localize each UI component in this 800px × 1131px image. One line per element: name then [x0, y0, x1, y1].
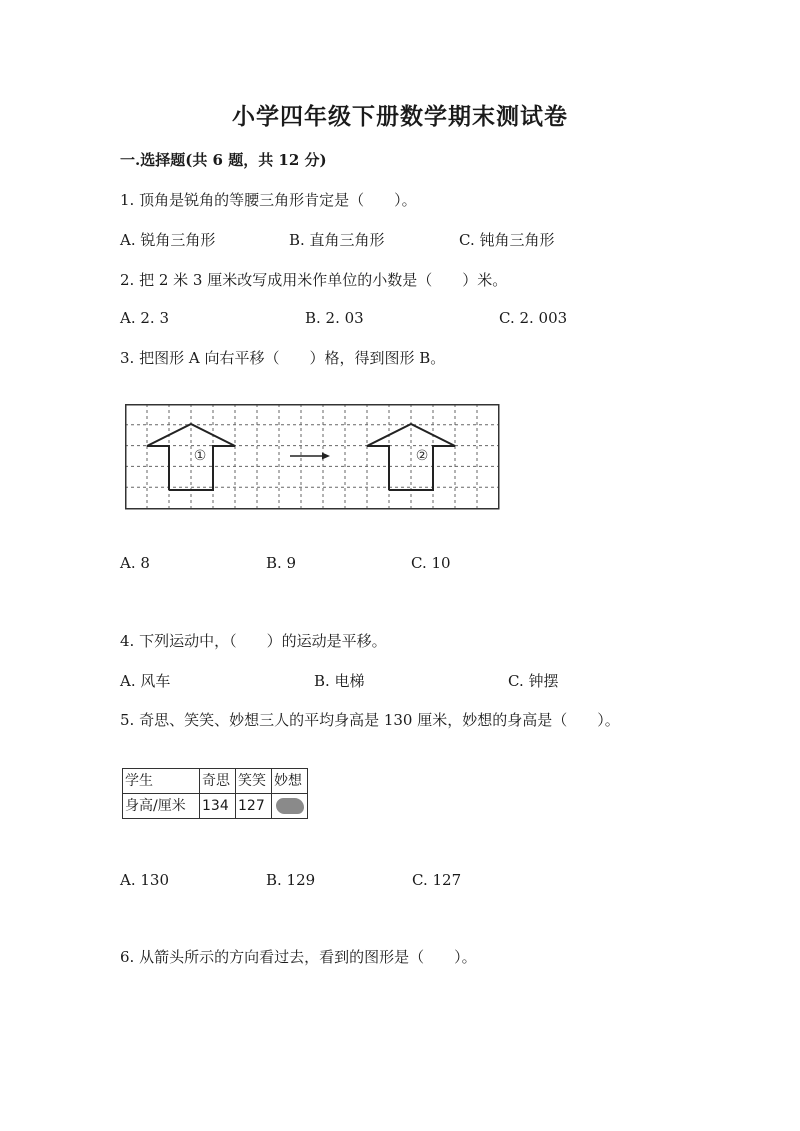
q3-option-c: C. 10	[411, 554, 451, 572]
question-4: 4. 下列运动中，（ ）的运动是平移。	[120, 632, 387, 650]
table-cell: 134	[200, 794, 236, 819]
q2-option-a: A. 2. 3	[120, 309, 169, 327]
table-header-cell: 学生	[123, 769, 200, 794]
table-cell-hidden	[272, 794, 308, 819]
question-3: 3. 把图形 A 向右平移（ ）格，得到图形 B。	[120, 349, 446, 367]
translation-grid-figure	[125, 404, 503, 512]
q3-option-b: B. 9	[266, 554, 297, 572]
question-1: 1. 顶角是锐角的等腰三角形肯定是（ ）。	[120, 191, 417, 209]
section-heading: 一.选择题(共 6 题，共 12 分)	[120, 151, 327, 169]
height-table	[122, 768, 308, 819]
q1-option-c: C. 钝角三角形	[459, 231, 555, 249]
shape-b-label: ②	[415, 448, 429, 464]
q5-option-c: C. 127	[412, 871, 462, 889]
question-6: 6. 从箭头所示的方向看过去，看到的图形是（ ）。	[120, 948, 477, 966]
q4-option-c: C. 钟摆	[508, 672, 559, 690]
table-header-row	[123, 769, 308, 794]
q4-option-a: A. 风车	[120, 672, 171, 690]
table-row	[123, 794, 308, 819]
q1-option-a: A. 锐角三角形	[120, 231, 216, 249]
question-2: 2. 把 2 米 3 厘米改写成用米作单位的小数是（ ）米。	[120, 271, 508, 289]
page-title: 小学四年级下册数学期末测试卷	[232, 103, 568, 130]
q4-option-b: B. 电梯	[314, 672, 365, 690]
arrow-right-icon	[322, 453, 330, 460]
table-header-cell: 笑笑	[236, 769, 272, 794]
ink-blot-icon	[276, 798, 304, 814]
table-header-cell: 妙想	[272, 769, 308, 794]
table-header-cell: 奇思	[200, 769, 236, 794]
shape-b	[367, 424, 455, 490]
q2-option-b: B. 2. 03	[305, 309, 364, 327]
shape-a	[147, 424, 235, 490]
q3-option-a: A. 8	[120, 554, 150, 572]
table-row-label: 身高/厘米	[123, 794, 200, 819]
question-5: 5. 奇思、笑笑、妙想三人的平均身高是 130 厘米，妙想的身高是（ ）。	[120, 711, 620, 729]
q5-option-b: B. 129	[266, 871, 316, 889]
q1-option-b: B. 直角三角形	[289, 231, 385, 249]
shape-a-label: ①	[193, 448, 207, 464]
table-cell: 127	[236, 794, 272, 819]
q2-option-c: C. 2. 003	[499, 309, 568, 327]
q5-option-a: A. 130	[120, 871, 169, 889]
